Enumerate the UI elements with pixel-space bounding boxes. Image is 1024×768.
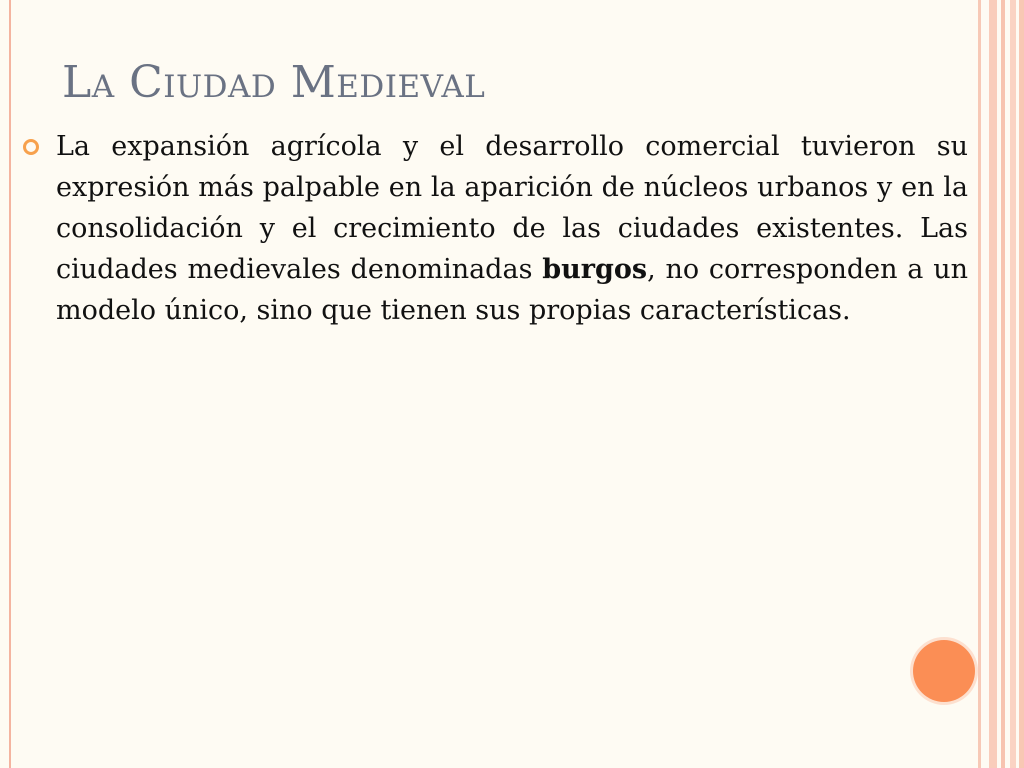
- frame-line-right-3: [1001, 0, 1005, 768]
- paragraph-text-before: La expansión agrícola y el desarrollo comercial tuvieron su expresión más palpable en la aparición de núcleos urbanos y en la consolidación y el crecimiento de las ciudades existentes. Las ciudades medievales denominadas: [56, 131, 968, 285]
- frame-line-right-1: [978, 0, 981, 768]
- paragraph-text-after: , no corresponden a un modelo único, sino que tienen sus propias características.: [56, 254, 968, 326]
- body-paragraph: [56, 126, 968, 331]
- frame-line-right-4: [1010, 0, 1016, 768]
- paragraph-bold-term: burgos: [542, 254, 648, 285]
- frame-line-right-2: [989, 0, 997, 768]
- frame-line-left: [9, 0, 11, 768]
- slide-title: La Ciudad Medieval: [62, 57, 486, 108]
- ring-bullet-icon: [23, 139, 39, 155]
- frame-line-right-5: [1019, 0, 1024, 768]
- orange-circle-icon: [913, 640, 975, 702]
